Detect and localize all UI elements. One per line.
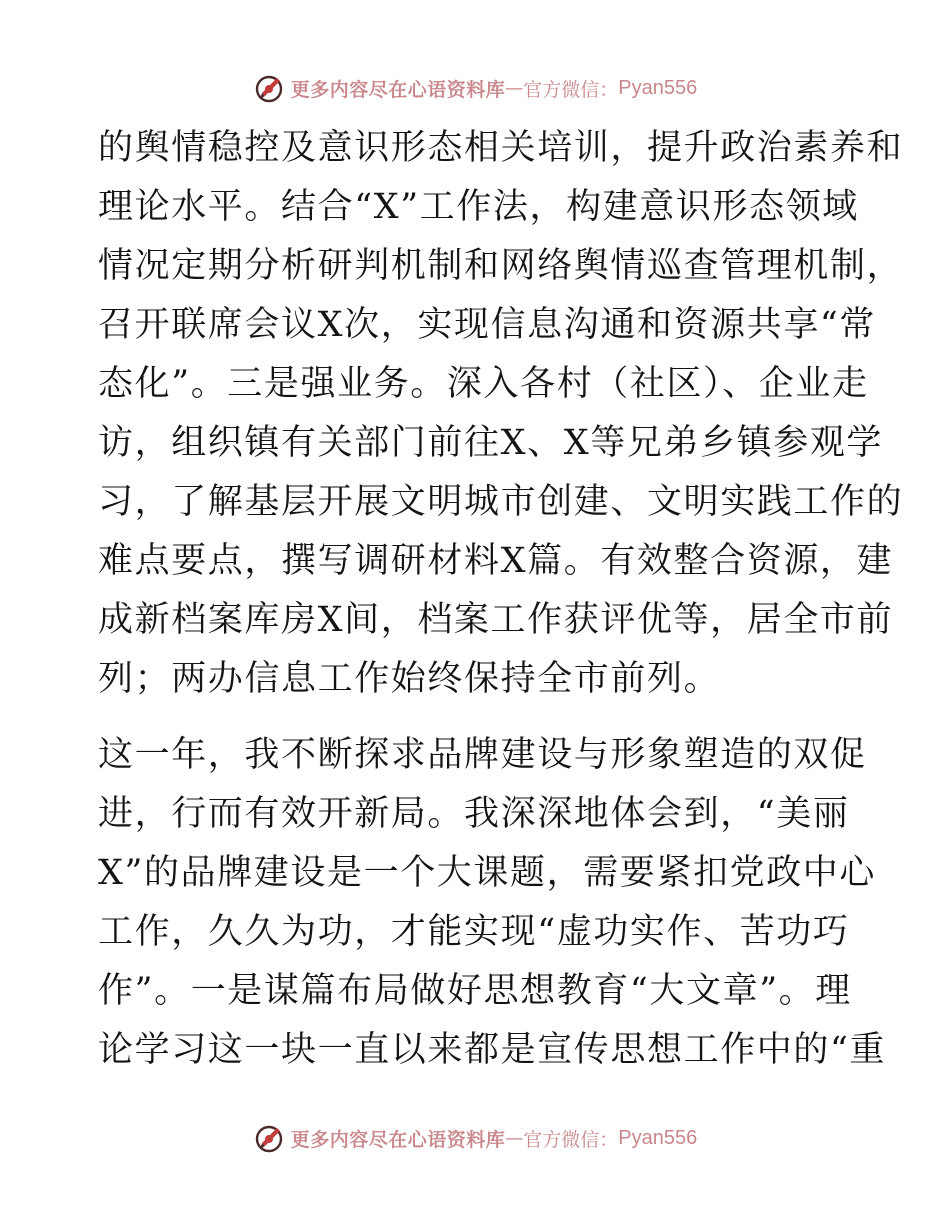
footer-banner	[0, 1118, 950, 1158]
logo-icon	[253, 71, 287, 105]
footer-wechat-label: 官方微信：	[523, 1128, 619, 1151]
header-separator: —	[505, 77, 524, 99]
text-line: 进，行而有效开新局。我深深地体会到，“美丽	[98, 794, 850, 834]
footer-separator: —	[505, 1127, 524, 1149]
text-line: 成新档案库房X间，档案工作获评优等，居全市前	[98, 600, 894, 640]
header-wechat-id: Pyan556	[618, 76, 698, 99]
footer-slogan: 更多内容尽在心语资料库	[290, 1128, 506, 1151]
text-line: 难点要点，撰写调研材料X篇。有效整合资源，建	[98, 541, 894, 581]
logo-icon	[253, 1121, 287, 1155]
text-line: 的舆情稳控及意识形态相关培训，提升政治素养和	[98, 128, 904, 168]
header-banner	[0, 68, 950, 108]
text-line: 态化”。三是强业务。深入各村（社区）、企业走	[98, 364, 869, 404]
text-line: 列；两办信息工作始终保持全市前列。	[98, 659, 721, 699]
header-slogan: 更多内容尽在心语资料库	[290, 78, 506, 101]
text-line: 召开联席会议X次，实现信息沟通和资源共享“常	[98, 305, 877, 345]
header-wechat-label: 官方微信：	[523, 78, 619, 101]
text-line: 工作，久久为功，才能实现“虚功实作、苦功巧	[98, 912, 850, 952]
text-line: 论学习这一块一直以来都是宣传思想工作中的“重	[98, 1030, 887, 1070]
text-line: 这一年，我不断探求品牌建设与形象塑造的双促	[98, 735, 867, 775]
text-line: 理论水平。结合“X”工作法，构建意识形态领域	[98, 187, 859, 227]
text-line: 情况定期分析研判机制和网络舆情巡查管理机制，	[98, 246, 904, 286]
document-body	[98, 119, 904, 1080]
text-line: X”的品牌建设是一个大课题，需要紧扣党政中心	[98, 853, 877, 893]
text-line: 访，组织镇有关部门前往X、X等兄弟乡镇参观学	[98, 423, 884, 463]
footer-wechat-id: Pyan556	[618, 1126, 698, 1149]
text-line: 作”。一是谋篇布局做好思想教育“大文章”。理	[98, 971, 852, 1011]
text-line: 习，了解基层开展文明城市创建、文明实践工作的	[98, 482, 904, 522]
